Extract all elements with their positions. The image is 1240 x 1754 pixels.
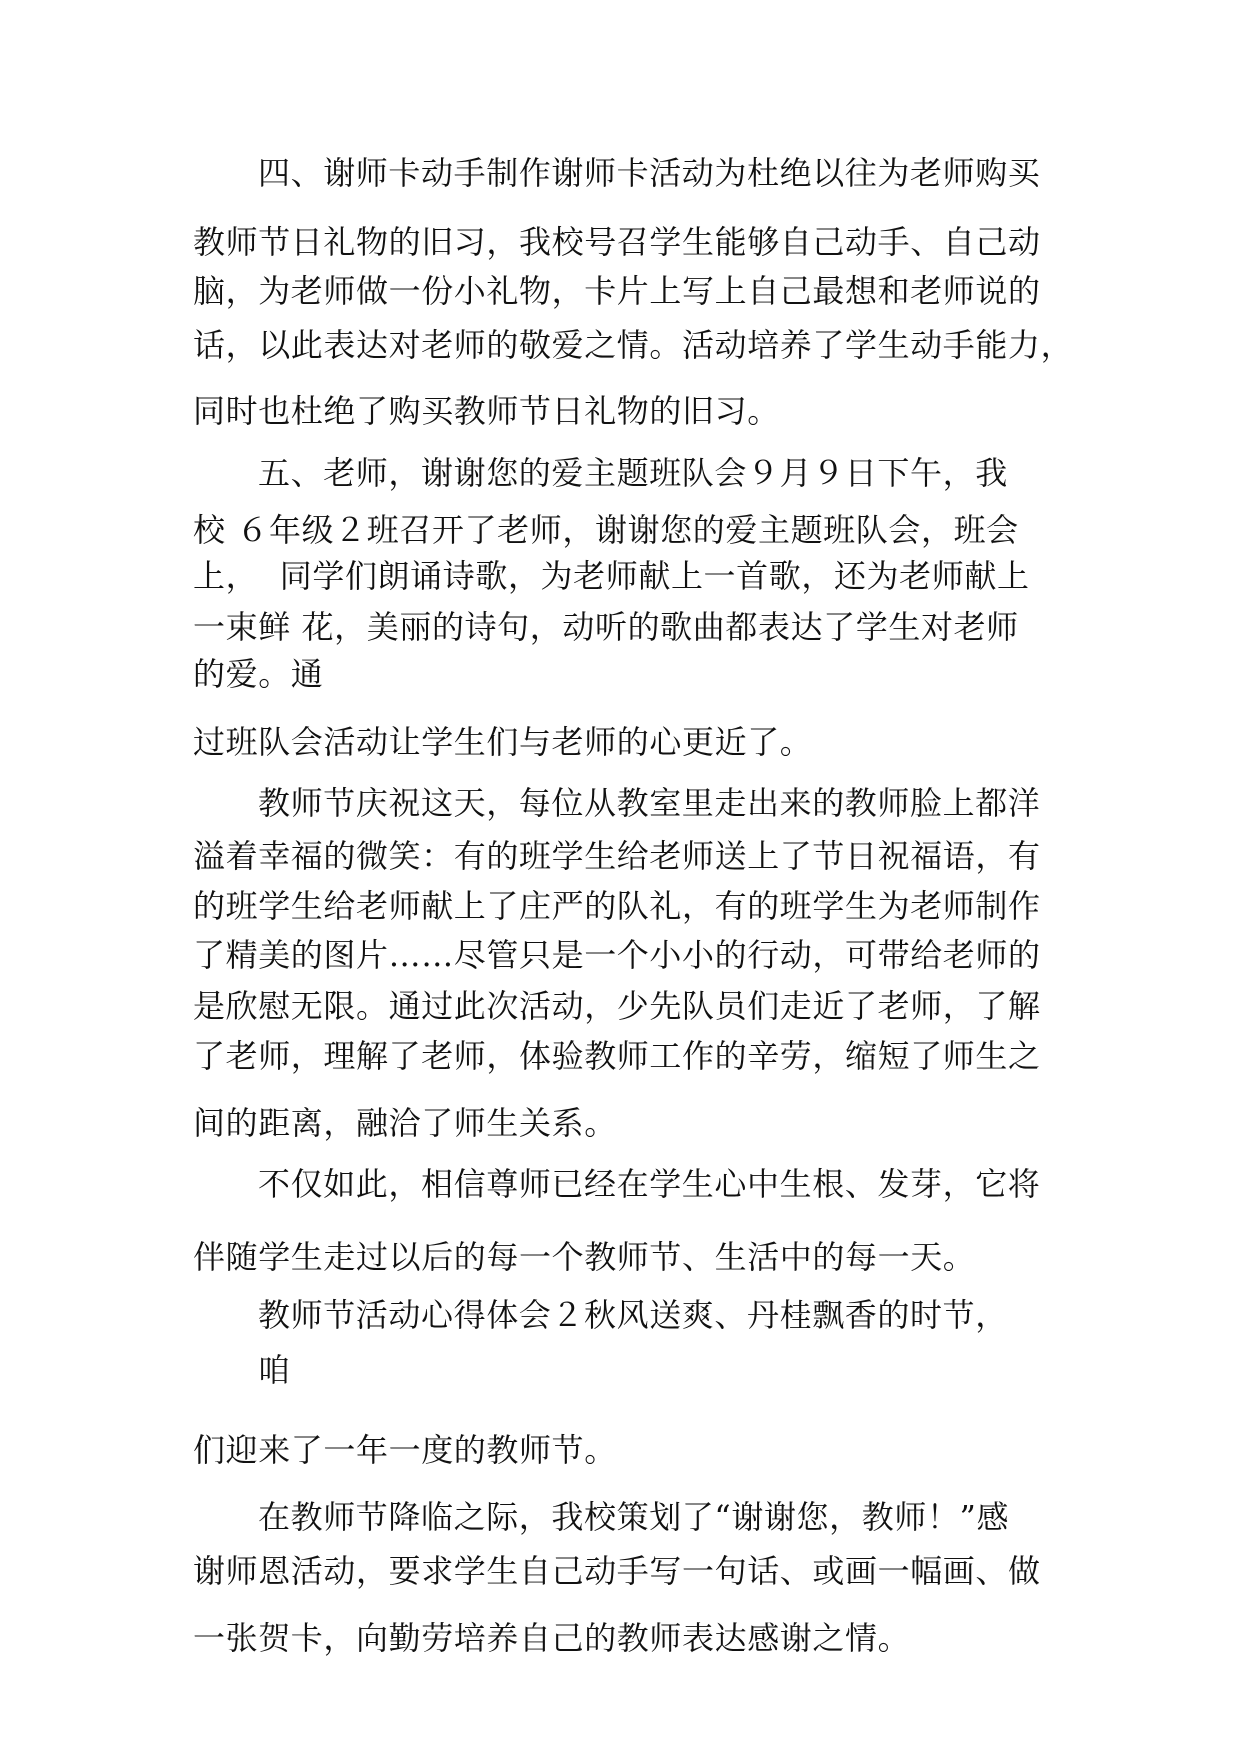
text-line: 教师节庆祝这天，每位从教室里走出来的教师脸上都洋 [258, 784, 1041, 822]
text-line: 的班学生给老师献上了庄严的队礼，有的班学生为老师制作 [193, 887, 1041, 925]
text-line: 同时也杜绝了购买教师节日礼物的旧习。 [193, 392, 780, 430]
text-line: 了精美的图片……尽管只是一个小小的行动，可带给老师的 [193, 936, 1041, 974]
text-line: 四、谢师卡动手制作谢师卡活动为杜绝以往为老师购买 [258, 154, 1041, 192]
text-line: 五、老师，谢谢您的爱主题班队会９月９日下午，我 [258, 454, 1008, 492]
text-line: 咱 [258, 1351, 291, 1389]
text-line: 溢着幸福的微笑：有的班学生给老师送上了节日祝福语，有 [193, 837, 1041, 875]
text-line: 谢师恩活动，要求学生自己动手写一句话、或画一幅画、做 [193, 1552, 1041, 1590]
text-line: 过班队会活动让学生们与老师的心更近了。 [193, 723, 813, 761]
text-line: 校 ６年级２班召开了老师，谢谢您的爱主题班队会，班会 [193, 511, 1019, 549]
text-line: 脑，为老师做一份小礼物，卡片上写上自己最想和老师说的 [193, 272, 1041, 310]
text-line: 在教师节降临之际，我校策划了“谢谢您，教师！”感 [258, 1498, 1010, 1536]
text-line: 们迎来了一年一度的教师节。 [193, 1431, 617, 1469]
text-line: 一张贺卡，向勤劳培养自己的教师表达感谢之情。 [193, 1619, 911, 1657]
text-line: 不仅如此，相信尊师已经在学生心中生根、发芽，它将 [258, 1165, 1041, 1203]
text-line: 伴随学生走过以后的每一个教师节、生活中的每一天。 [193, 1238, 976, 1276]
text-line: 上， 同学们朗诵诗歌，为老师献上一首歌，还为老师献上 [193, 557, 1030, 595]
text-line: 的爱。通 [193, 655, 324, 693]
text-line: 教师节活动心得体会２秋风送爽、丹桂飘香的时节， [258, 1296, 1008, 1334]
text-line: 教师节日礼物的旧习，我校号召学生能够自己动手、自己动 [193, 223, 1041, 261]
text-line: 话，以此表达对老师的敬爱之情。活动培养了学生动手能力， [193, 326, 1074, 364]
text-line: 间的距离，融洽了师生关系。 [193, 1104, 617, 1142]
text-line: 是欣慰无限。通过此次活动，少先队员们走近了老师，了解 [193, 987, 1041, 1025]
text-line: 了老师，理解了老师，体验教师工作的辛劳，缩短了师生之 [193, 1037, 1041, 1075]
text-line: 一束鲜 花，美丽的诗句，动听的歌曲都表达了学生对老师 [193, 608, 1019, 646]
